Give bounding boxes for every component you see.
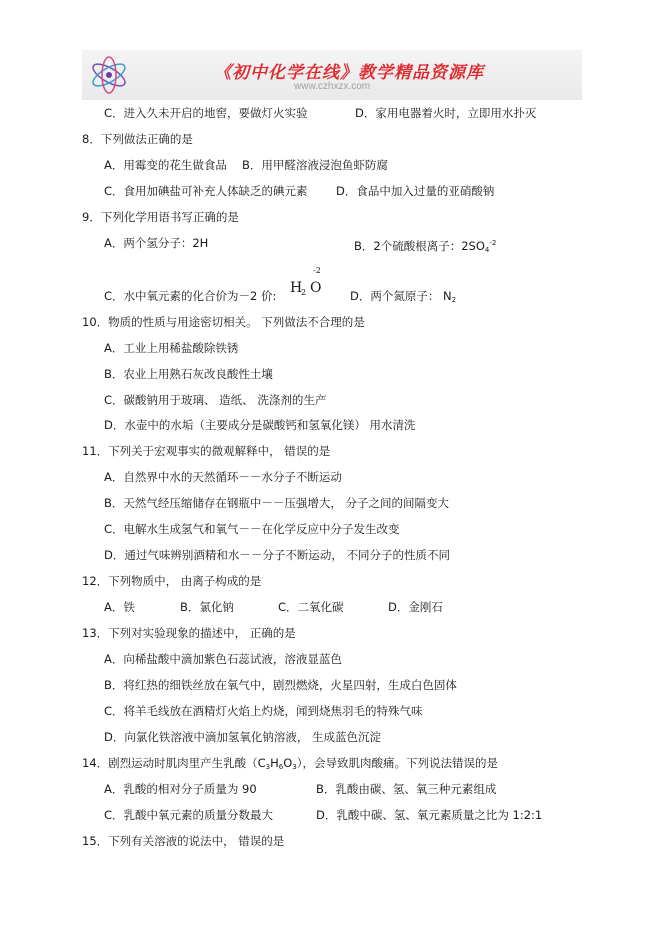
option-a: A．两个氢分子：2H <box>104 236 209 250</box>
option-b: B．用甲醛溶液浸泡鱼虾防腐 <box>242 158 388 172</box>
option-a: A．乳酸的相对分子质量为 90 <box>104 782 257 796</box>
option-b: B．氯化钠 <box>180 600 234 614</box>
banner-title: 《初中化学在线》教学精品资源库 <box>214 63 484 83</box>
question-9: 9．下列化学用语书写正确的是 <box>82 210 239 224</box>
option-c: C．水中氧元素的化合价为－2 价: <box>104 289 277 303</box>
option-d: D．水壶中的水垢（主要成分是碳酸钙和氢氧化镁） 用水清洗 <box>104 418 416 432</box>
option-a: A．铁 <box>104 600 135 614</box>
question-10: 10．物质的性质与用途密切相关。 下列做法不合理的是 <box>82 315 365 329</box>
option-d: D．金刚石 <box>388 600 443 614</box>
option-d: D．通过气味辨别酒精和水－－分子不断运动， 不同分子的性质不同 <box>104 548 451 562</box>
option-d: D．家用电器着火时，立即用水扑灭 <box>355 106 537 120</box>
option-c: C．将羊毛线放在酒精灯火焰上灼烧，闻到烧焦羽毛的特殊气味 <box>104 704 423 718</box>
question-8: 8．下列做法正确的是 <box>82 132 193 146</box>
option-c: C．乳酸中氧元素的质量分数最大 <box>104 808 274 822</box>
header-banner <box>82 50 582 100</box>
option-b: B．农业上用熟石灰改良酸性土壤 <box>104 367 273 381</box>
option-c: C．碳酸钠用于玻璃、 造纸、 洗涤剂的生产 <box>104 393 327 407</box>
option-b: B．2个硫酸根离子：$2SO_4^{-2}$ <box>354 239 497 254</box>
option-c: C．食用加碘盐可补充人体缺乏的碘元素 <box>104 184 308 198</box>
option-a: A．向稀盐酸中滴加紫色石蕊试液，溶液显蓝色 <box>104 652 342 666</box>
question-13: 13．下列对实验现象的描述中， 正确的是 <box>82 626 296 640</box>
option-b: B．乳酸由碳、氢、氧三种元素组成 <box>316 782 497 796</box>
atom-logo-icon <box>88 54 130 96</box>
option-b: B．将红热的细铁丝放在氧气中，剧烈燃烧，火星四射，生成白色固体 <box>104 678 457 692</box>
option-a: A．工业上用稀盐酸除铁锈 <box>104 341 239 355</box>
water-valence-formula: -2 H 2 O <box>290 266 322 297</box>
option-a: A．自然界中水的天然循环－－水分子不断运动 <box>104 470 342 484</box>
option-b: B．天然气经压缩储存在钢瓶中－－压强增大， 分子之间的间隔变大 <box>104 496 450 510</box>
option-c: C．二氧化碳 <box>278 600 344 614</box>
question-14: 14．剧烈运动时肌肉里产生乳酸$(C_3H_6O_3)$，会导致肌肉酸痛。下列说法错误的是 <box>82 756 499 771</box>
option-d: D．乳酸中碳、氢、氧元素质量之比为 1:2:1 <box>316 808 543 822</box>
question-15: 15．下列有关溶液的说法中， 错误的是 <box>82 834 285 848</box>
option-a: A．用霉变的花生做食品 <box>104 158 227 172</box>
option-d: D．两个氮原子： $N_2$ <box>350 289 457 304</box>
option-d: D．向氯化铁溶液中滴加氢氧化钠溶液， 生成蓝色沉淀 <box>104 730 382 744</box>
option-c: C．进入久未开启的地窖，要做灯火实验 <box>104 106 308 120</box>
option-c: C．电解水生成氢气和氧气－－在化学反应中分子发生改变 <box>104 522 400 536</box>
option-d: D．食品中加入过量的亚硝酸钠 <box>336 184 495 198</box>
question-12: 12．下列物质中， 由离子构成的是 <box>82 574 262 588</box>
banner-url: www.czhxzx.com <box>294 81 371 92</box>
question-11: 11．下列关于宏观事实的微观解释中， 错误的是 <box>82 444 331 458</box>
